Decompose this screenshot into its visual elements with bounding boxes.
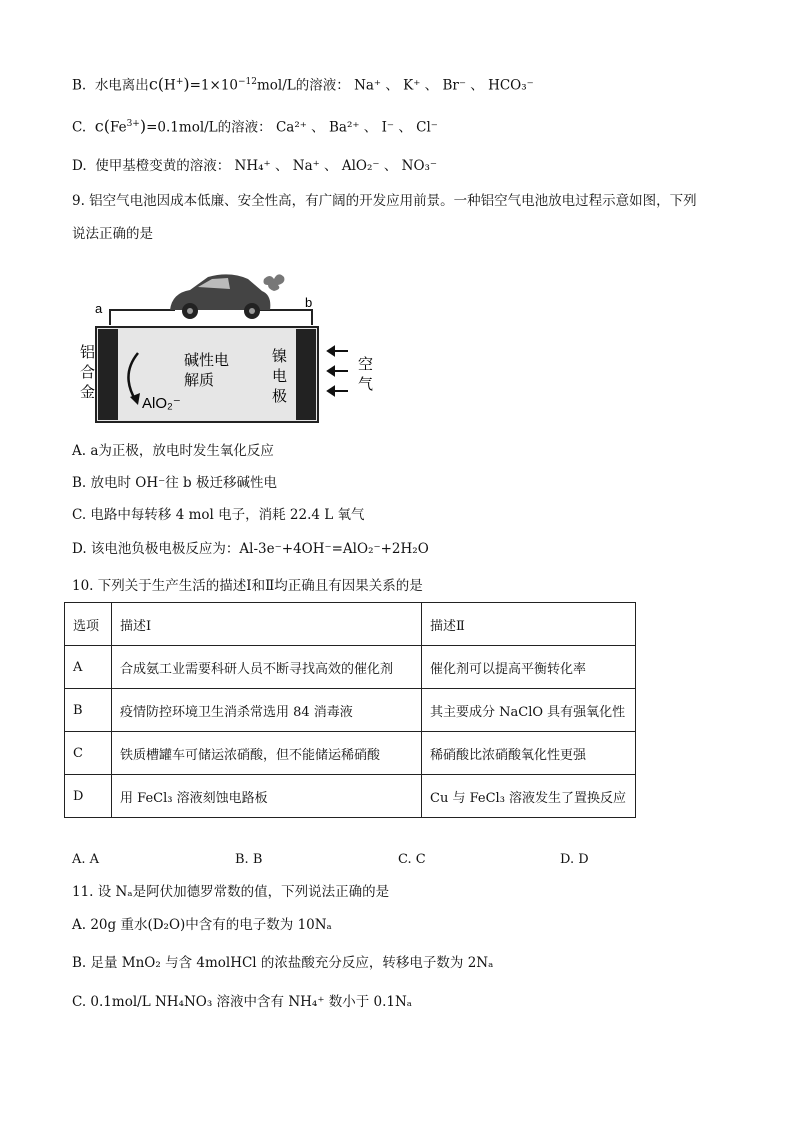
conc-symbol: c [148,74,158,94]
table-row [65,732,636,775]
table-header-row [65,603,636,646]
q10-table [64,602,636,818]
table-cell: D [65,775,112,818]
electrolyte-line1: 碱性电 [184,351,230,369]
q11-stem: 11. 设 Nₐ是阿伏加德罗常数的值，下列说法正确的是 [72,884,390,900]
q10-choice-a: A. A [72,852,100,867]
right-electrode-char-2: 电 [272,367,288,385]
label-a: a [95,301,103,316]
q10-stem: 10. 下列关于生产生活的描述Ⅰ和Ⅱ均正确且有因果关系的是 [72,578,423,594]
table-cell: 催化剂可以提高平衡转化率 [422,646,636,689]
option-label: B. [72,77,87,94]
nickel-electrode [296,329,316,420]
option-text: 水电离出 [94,77,149,94]
car-icon [170,274,284,319]
table-cell: 用 FeCl₃ 溶液刻蚀电路板 [112,775,422,818]
q8-option-d: D. 使甲基橙变黄的溶液： NH₄⁺ 、 Na⁺ 、 AlO₂⁻ 、 NO₃⁻ [72,158,438,174]
q11-option-a: A. 20g 重水(D₂O)中含有的电子数为 10Nₐ [72,917,332,933]
table-header-cell: 描述Ⅱ [422,603,636,646]
exponent: −12 [238,77,257,87]
value: =0.1mol/L的溶液： [146,119,272,136]
left-electrode-char-1: 铝 [80,343,96,361]
option-label: C. [72,119,87,136]
paren-close: ) [183,74,190,94]
conc-symbol: c [94,116,104,136]
air-char-1: 空 [358,355,374,373]
ion: Cl⁻ [416,119,438,136]
table-cell: Cu 与 FeCl₃ 溶液发生了置换反应 [422,775,636,818]
table-cell: 其主要成分 NaClO 具有强氧化性 [422,689,636,732]
value: =1×10 [189,77,238,94]
air-char-2: 气 [358,375,374,393]
q10-choice-c: C. C [398,852,426,867]
battery-diagram [80,265,400,430]
table-cell: B [65,689,112,732]
air-arrows-icon [328,347,348,395]
right-electrode-char-1: 镍 [272,347,288,365]
table-cell: 疫情防控环境卫生消杀常选用 84 消毒液 [112,689,422,732]
ion: Ba²⁺ [328,119,360,136]
q9-option-d: D. 该电池负极电极反应为：Al-3e⁻+4OH⁻=AlO₂⁻+2H₂O [72,541,429,557]
ion: AlO₂⁻ [341,158,380,174]
table-cell: 稀硝酸比浓硝酸氧化性更强 [422,732,636,775]
electrolyte-line2: 解质 [184,371,215,389]
option-text: 使甲基橙变黄的溶液： [95,158,231,174]
q9-option-b: B. 放电时 OH⁻往 b 极迁移碱性电 [72,475,277,491]
ion-symbol: H [164,77,176,94]
paren-open: ( [157,74,165,94]
right-electrode-char-3: 极 [272,387,288,405]
q8-option-c: C. $c(Fe^{3+})=0.1mol/L$的溶液： Ca²⁺ 、 Ba²⁺ 、 I⁻ 、 Cl⁻ [72,116,438,136]
ion: K⁺ [403,77,421,94]
aluminum-electrode [98,329,118,420]
left-electrode-char-3: 金 [80,383,96,401]
ion-symbol: Fe [109,119,127,136]
charge: + [175,77,184,87]
ion: Br⁻ [442,77,466,94]
ion: Na⁺ [354,77,382,94]
ion: I⁻ [381,119,395,136]
table-row [65,689,636,732]
paren-close: ) [139,116,147,136]
left-electrode-char-2: 合 [80,363,96,381]
q9-option-c: C. 电路中每转移 4 mol 电子，消耗 22.4 L 氧气 [72,507,365,523]
q10-choice-d: D. D [560,852,589,867]
charge: 3+ [126,119,140,129]
q9-stem-line1: 9. 铝空气电池因成本低廉、安全性高，有广阔的开发应用前景。一种铝空气电池放电过程示意如图，下列 [72,193,697,209]
table-header-cell: 选项 [65,603,112,646]
ion: Ca²⁺ [275,119,307,136]
ion: NH₄⁺ [234,158,271,174]
table-cell: 合成氨工业需要科研人员不断寻找高效的催化剂 [112,646,422,689]
table-cell: C [65,732,112,775]
product-ion: AlO₂⁻ [142,395,181,412]
option-label: D. [72,158,87,174]
ion: Na⁺ [292,158,320,174]
unit: mol/L的溶液： [257,77,350,94]
table-row [65,775,636,818]
table-cell: A [65,646,112,689]
table-row [65,646,636,689]
q10-choice-b: B. B [235,852,263,867]
q9-stem-line2: 说法正确的是 [72,226,153,242]
paren-open: ( [103,116,110,136]
ion: HCO₃⁻ [488,77,534,94]
wire-a [110,310,175,325]
ion: NO₃⁻ [401,158,438,174]
q9-option-a: A. a为正极，放电时发生氧化反应 [72,443,274,459]
table-header-cell: 描述Ⅰ [112,603,422,646]
label-b: b [305,295,313,310]
q11-option-b: B. 足量 MnO₂ 与含 4molHCl 的浓盐酸充分反应，转移电子数为 2Nₐ [72,955,494,971]
q11-option-c: C. 0.1mol/L NH₄NO₃ 溶液中含有 NH₄⁺ 数小于 0.1Nₐ [72,994,413,1010]
table-cell: 铁质槽罐车可储运浓硝酸，但不能储运稀硝酸 [112,732,422,775]
wire-b [255,310,312,325]
q8-option-b: B. 水电离出$c(H^+)=1\times 10^{-12}mol/L$的溶液： Na⁺ 、 K⁺ 、 Br⁻ 、 HCO₃⁻ [72,74,534,94]
